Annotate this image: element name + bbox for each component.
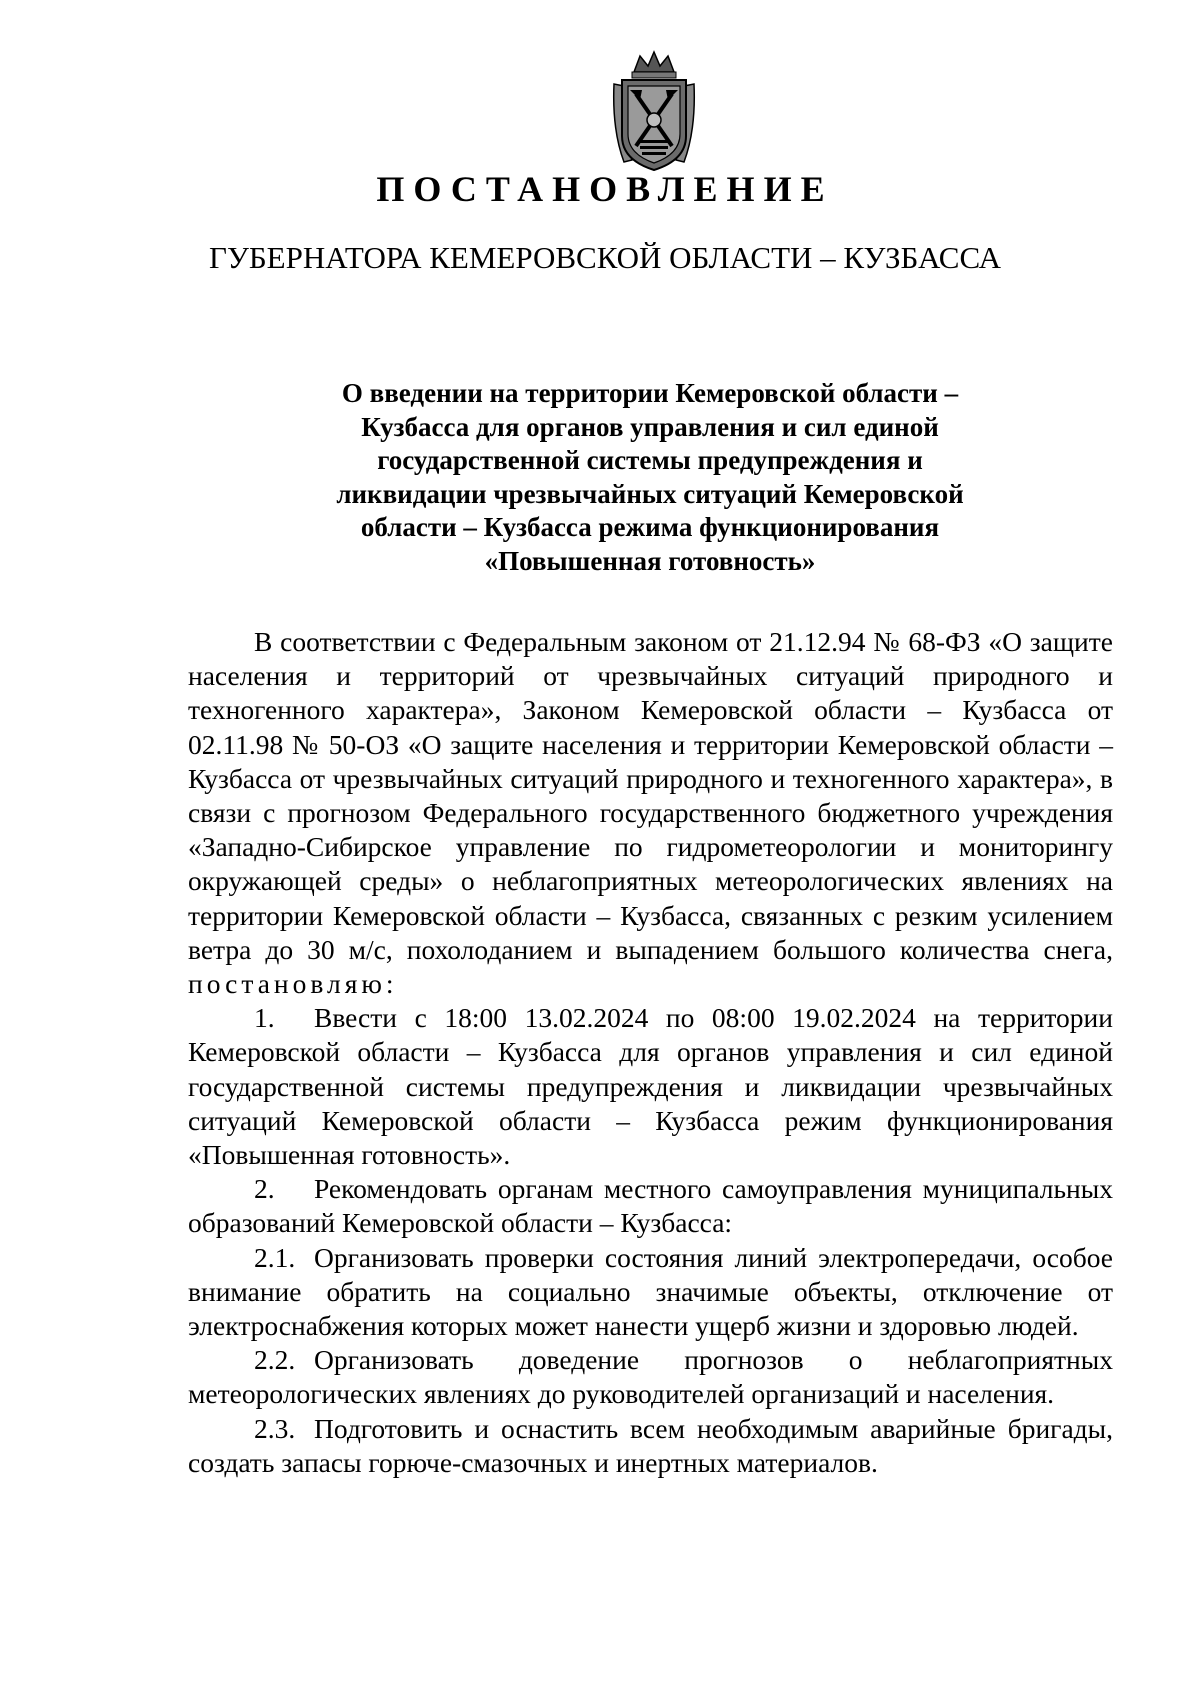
title-line: Кузбасса для органов управления и сил единой bbox=[361, 411, 939, 442]
document-title bbox=[300, 377, 1000, 578]
coat-of-arms-icon bbox=[610, 50, 698, 174]
item-paragraph-2 bbox=[188, 1172, 1113, 1240]
preamble-text: В соответствии с Федеральным законом от 21.12.94 № 68-ФЗ «О защите населения и территорий от чрезвычайных ситуаций природного и техногенного характера», Законом Кемеровской области – Кузбасса от 02.11.98 № 50-ОЗ «О защите населения и территории Кемеровской области – Кузбасса от чрезвычайных ситуаций природного и техногенного характера», в связи с прогнозом Федерального государственного бюджетного учреждения «Западно-Сибирское управление по гидрометеорологии и мониторингу окружающей среды» о неблагоприятных метеорологических явлениях на территории Кемеровской области – Кузбасса, связанных с резким усилением ветра до 30 м/с, похолоданием и выпадением большого количества снега, bbox=[188, 626, 1113, 965]
item-text: Рекомендовать органам местного самоуправления муниципальных образований Кемеровской области – Кузбасса: bbox=[188, 1173, 1113, 1239]
item-number: 1. bbox=[254, 1002, 275, 1034]
item-paragraph-2-3 bbox=[188, 1412, 1113, 1480]
item-paragraph-2-2 bbox=[188, 1343, 1113, 1411]
item-number: 2. bbox=[254, 1173, 275, 1205]
item-text: Ввести с 18:00 13.02.2024 по 08:00 19.02.2024 на территории Кемеровской области – Кузбасса для органов управления и сил единой государственной системы предупреждения и ликвидации чрезвычайных ситуаций Кемеровской области – Кузбасса режим функционирования «Повышенная готовность». bbox=[188, 1002, 1113, 1171]
document-body bbox=[188, 625, 1113, 1480]
item-number: 2.2. bbox=[254, 1344, 296, 1376]
title-line: ликвидации чрезвычайных ситуаций Кемеровской bbox=[336, 478, 964, 509]
item-text: Подготовить и оснастить всем необходимым аварийные бригады, создать запасы горюче-смазочных и инертных материалов. bbox=[188, 1412, 1113, 1478]
title-line: О введении на территории Кемеровской области – bbox=[341, 378, 959, 408]
resolve-word: постановляю: bbox=[188, 968, 398, 1000]
item-number: 2.3. bbox=[254, 1412, 296, 1444]
item-text: Организовать доведение прогнозов о неблагоприятных метеорологических явлениях до руководителей организаций и населения. bbox=[188, 1344, 1113, 1410]
item-paragraph-2-1 bbox=[188, 1241, 1113, 1344]
item-paragraph-1 bbox=[188, 1001, 1113, 1172]
item-text: Организовать проверки состояния линий электропередачи, особое внимание обратить на социально значимые объекты, отключение от электроснабжения которых может нанести ущерб жизни и здоровью людей. bbox=[188, 1241, 1113, 1342]
item-number: 2.1. bbox=[254, 1241, 296, 1273]
title-line: «Повышенная готовность» bbox=[484, 545, 816, 576]
document-type-heading: ПОСТАНОВЛЕНИЕ bbox=[376, 169, 834, 209]
title-line: государственной системы предупреждения и bbox=[377, 445, 923, 475]
preamble-paragraph bbox=[188, 625, 1113, 1001]
title-line: области – Кузбасса режима функционирования bbox=[360, 512, 940, 542]
issuer-heading: ГУБЕРНАТОРА КЕМЕРОВСКОЙ ОБЛАСТИ – КУЗБАССА bbox=[209, 240, 1001, 275]
